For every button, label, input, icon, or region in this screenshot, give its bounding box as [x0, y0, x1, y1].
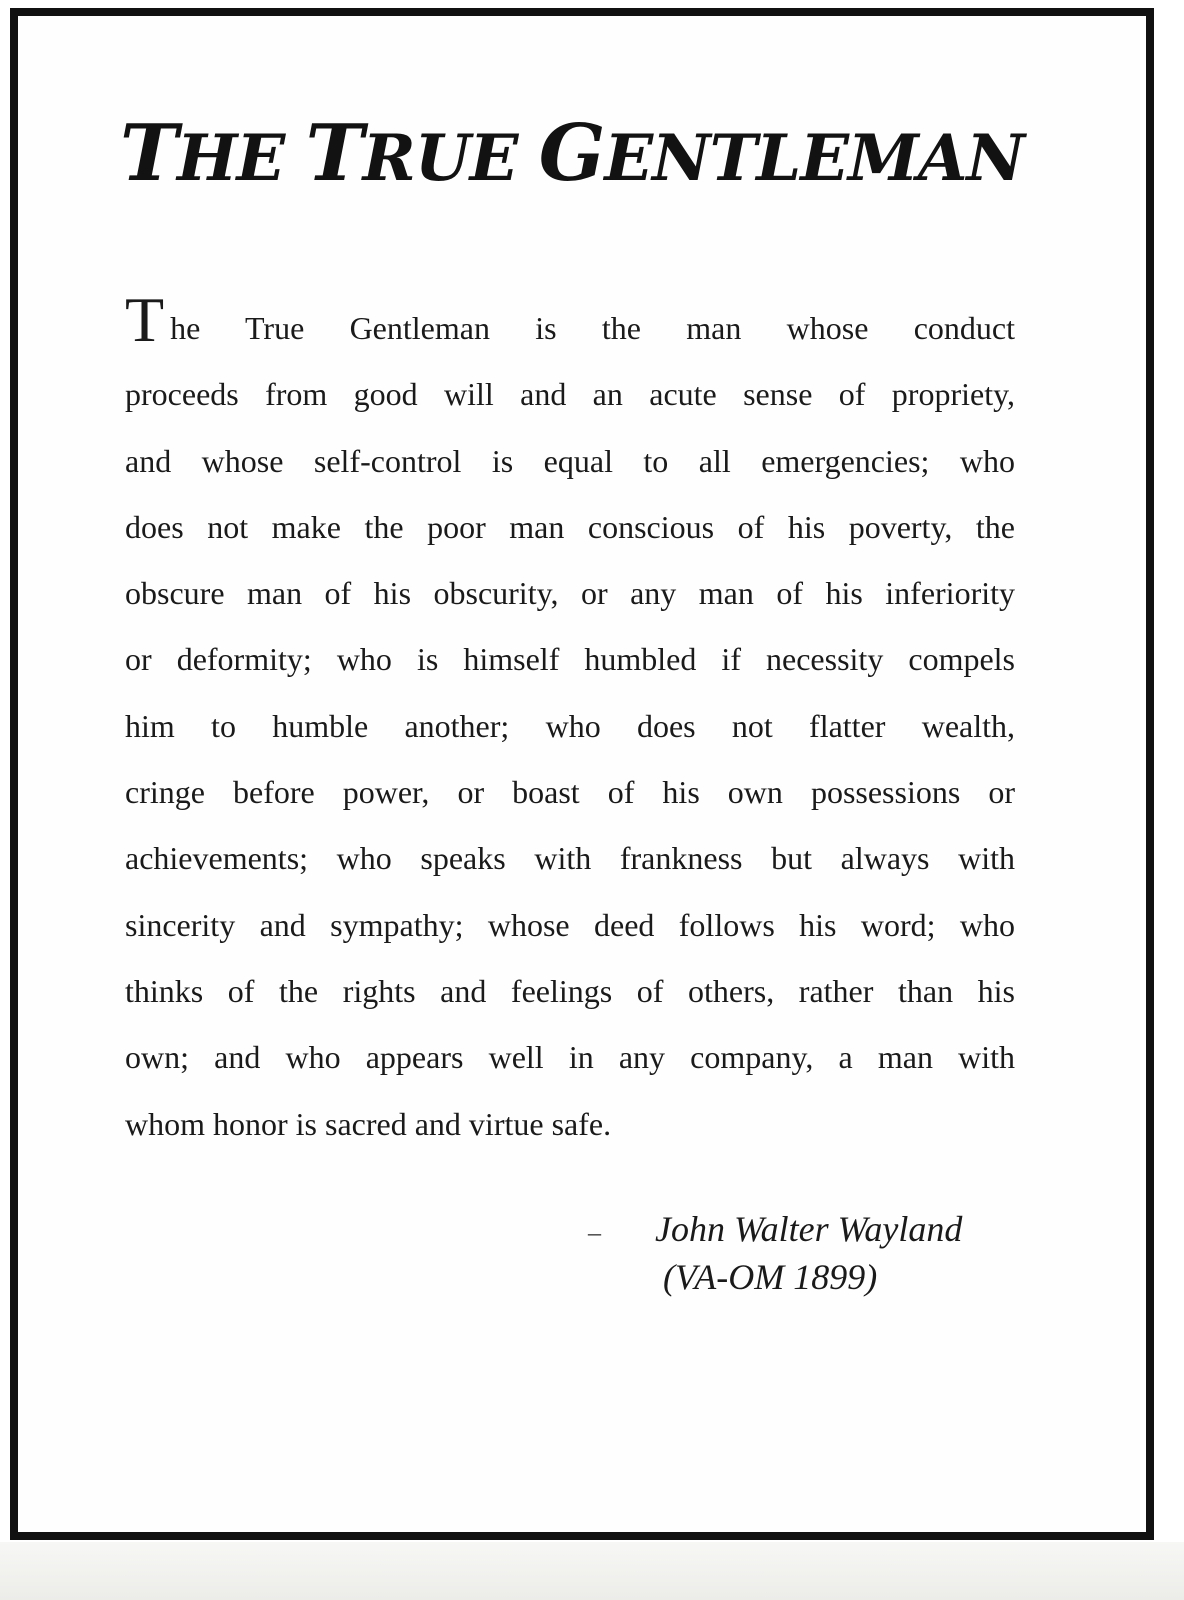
scan-margin [0, 1542, 1184, 1600]
body-line: him to humble another; who does not flatter wealth, [125, 707, 1015, 744]
body-line: thinks of the rights and feelings of others, rather than his [125, 972, 1015, 1009]
attribution-dash: – [588, 1218, 601, 1247]
title-word2-rest: RUE [362, 121, 518, 196]
body-line: own; and who appears well in any company, a man with [125, 1039, 1015, 1076]
quote-body [125, 284, 1015, 1157]
title-word3-rest: ENTLEMAN [604, 121, 1024, 196]
body-line: does not make the poor man conscious of his poverty, the [125, 508, 1015, 545]
body-line: achievements; who speaks with frankness but always with [125, 840, 1015, 877]
body-line: whom honor is sacred and virtue safe. [125, 1105, 612, 1142]
title-word1-cap: T [120, 108, 178, 199]
attribution-affiliation: (VA-OM 1899) [663, 1257, 878, 1297]
drop-cap: T [125, 284, 165, 355]
title-word1-rest: HE [177, 121, 285, 196]
title-word2-cap: T [305, 108, 363, 199]
body-line [125, 284, 1015, 361]
body-line: proceeds from good will and an acute sense of propriety, [125, 376, 1015, 413]
body-line: or deformity; who is himself humbled if necessity compels [125, 641, 1015, 678]
title-word3-cap: G [538, 108, 605, 199]
attribution-author: John Walter Wayland [655, 1209, 963, 1249]
body-line: obscure man of his obscurity, or any man of his inferiority [125, 575, 1015, 612]
document-title [0, 108, 1144, 199]
body-line: cringe before power, or boast of his own possessions or [125, 774, 1015, 811]
body-line-text: he True Gentleman is the man whose conduct [170, 310, 1015, 346]
body-line: and whose self-control is equal to all emergencies; who [125, 442, 1015, 479]
body-line: sincerity and sympathy; whose deed follows his word; who [125, 906, 1015, 943]
